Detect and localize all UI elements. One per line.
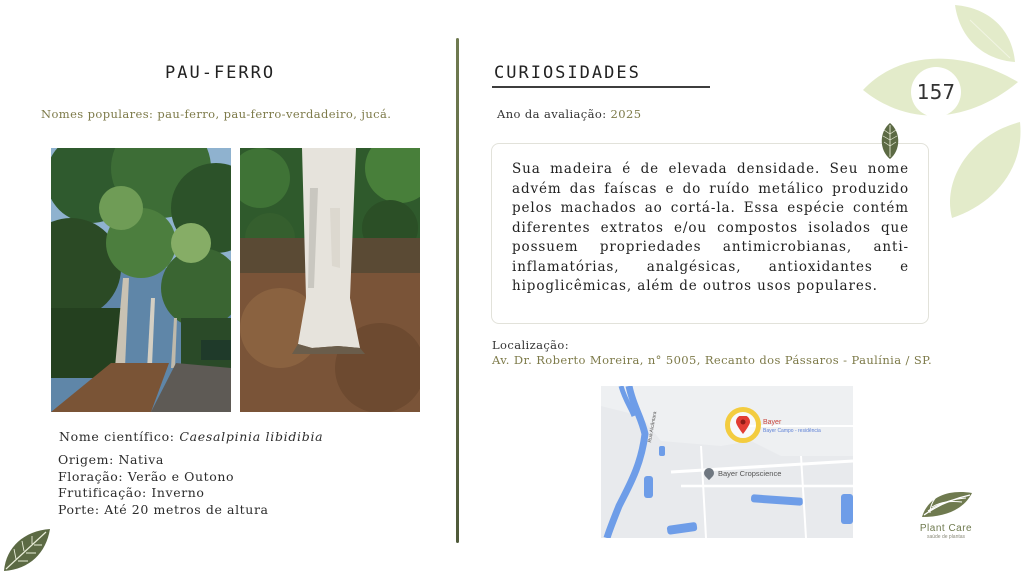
plant-care-logo-icon [918,487,974,519]
logo-tagline: saúde de plantas [926,534,966,540]
scientific-name-label: Nome científico: [59,429,180,444]
column-divider [456,38,459,543]
evaluation-year-value: 2025 [610,107,642,121]
map-pin-icon [736,416,750,434]
logo-name: Plant Care [919,523,973,534]
detail-origin: Origem: Nativa [58,452,164,467]
plant-care-logo [906,487,986,540]
leaf-icon [2,527,52,577]
location-label: Localização: [492,338,570,352]
description-text: Sua madeira é de elevada densidade. Seu nome advém das faíscas e do ruído metálico produzido pelos machados ao cortá-la. Essa espécie contém diferentes extratos e/ou compostos isolados que possuem propriedades antimicrobianas, anti-inflamatórias, analgésicas, antioxidantes e hipoglicêmicas, além de outros usos populares. [512,161,909,294]
photo-tree-trunk [240,148,420,412]
small-leaf-icon [879,122,901,164]
map-road-label: Rua Alcântara [647,411,659,444]
popular-names: Nomes populares: pau-ferro, pau-ferro-verdadeiro, jucá. [41,107,392,121]
location-map[interactable] [601,386,853,538]
scientific-name-value: Caesalpinia libidibia [179,429,324,444]
species-title: PAU-FERRO [165,63,276,83]
map-pin-marker[interactable] [725,407,761,443]
detail-flowering: Floração: Verão e Outono [58,468,235,484]
map-pin-label: Bayer [763,419,782,426]
species-number-badge: 157 [911,67,961,117]
map-place-label: Bayer Cropscience [718,469,782,478]
evaluation-year-label: Ano da avaliação: [497,107,611,121]
location-address: Av. Dr. Roberto Moreira, n° 5005, Recanto dos Pássaros - Paulínia / SP. [492,353,933,367]
photo-tree-canopy [51,148,231,412]
scientific-name [59,429,323,444]
map-pin-sublabel: Bayer Campo - residência [763,428,821,434]
title-underline [492,86,710,88]
detail-size: Porte: Até 20 metros de altura [58,501,269,517]
curiosities-title: CURIOSIDADES [494,63,641,83]
detail-fruiting: Frutificação: Inverno [58,485,205,500]
evaluation-year [497,107,641,121]
species-details [58,452,269,518]
